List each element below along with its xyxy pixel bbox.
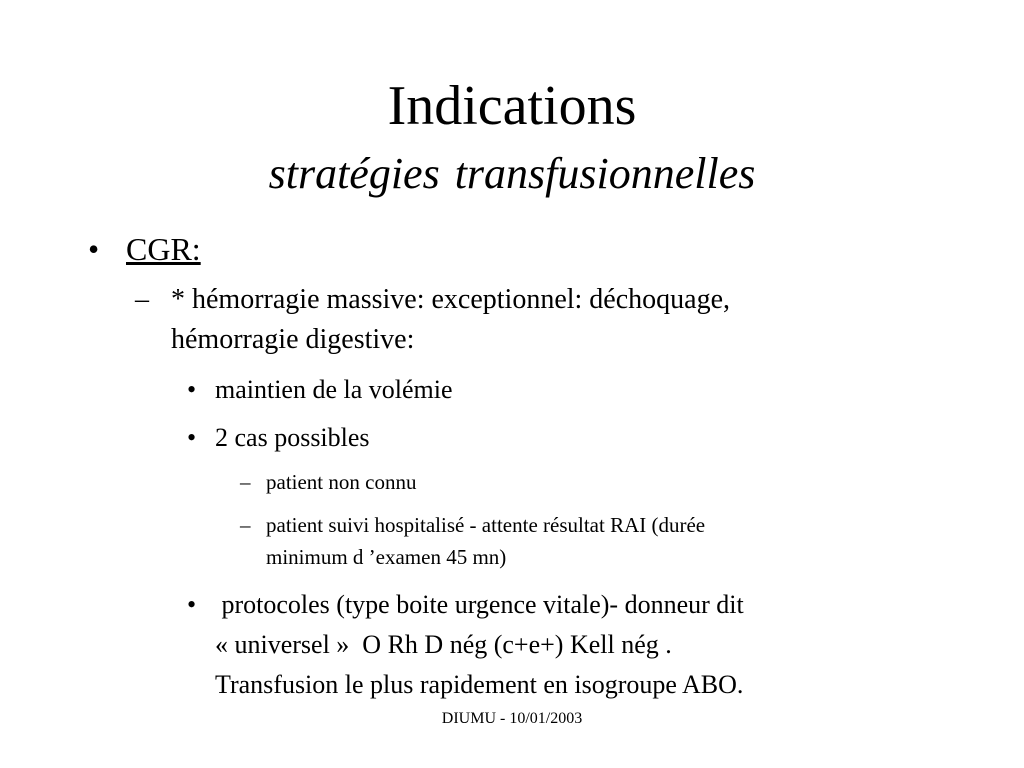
list-item-line: Transfusion le plus rapidement en isogroupe ABO. xyxy=(215,670,744,699)
dash-marker: – xyxy=(135,284,149,315)
list-item-line: « universel » O Rh D nég (c+e+) Kell nég . xyxy=(215,630,672,659)
list-item: maintien de la volémie xyxy=(215,375,453,404)
cgr-heading: CGR: xyxy=(126,231,201,267)
dash-marker: – xyxy=(240,513,251,537)
dash-marker: – xyxy=(240,470,251,494)
slide-footer: DIUMU - 10/01/2003 xyxy=(441,710,583,727)
list-item: 2 cas possibles xyxy=(215,423,370,452)
bullet-marker: • xyxy=(88,231,100,267)
list-item-line: hémorragie digestive: xyxy=(171,324,415,355)
bullet-marker: • xyxy=(187,590,197,619)
slide-subtitle: stratégies transfusionnelles xyxy=(268,149,756,198)
bullet-marker: • xyxy=(187,375,197,404)
list-item-line: patient suivi hospitalisé - attente résultat RAI (durée xyxy=(266,513,706,537)
list-item: patient non connu xyxy=(266,470,417,494)
list-item-line: minimum d ’examen 45 mn) xyxy=(266,545,507,569)
list-item-line: * hémorragie massive: exceptionnel: déchoquage, xyxy=(171,284,731,315)
slide-title: Indications xyxy=(387,75,637,137)
list-item-line: protocoles (type boite urgence vitale)- donneur dit xyxy=(215,590,744,619)
bullet-marker: • xyxy=(187,423,197,452)
